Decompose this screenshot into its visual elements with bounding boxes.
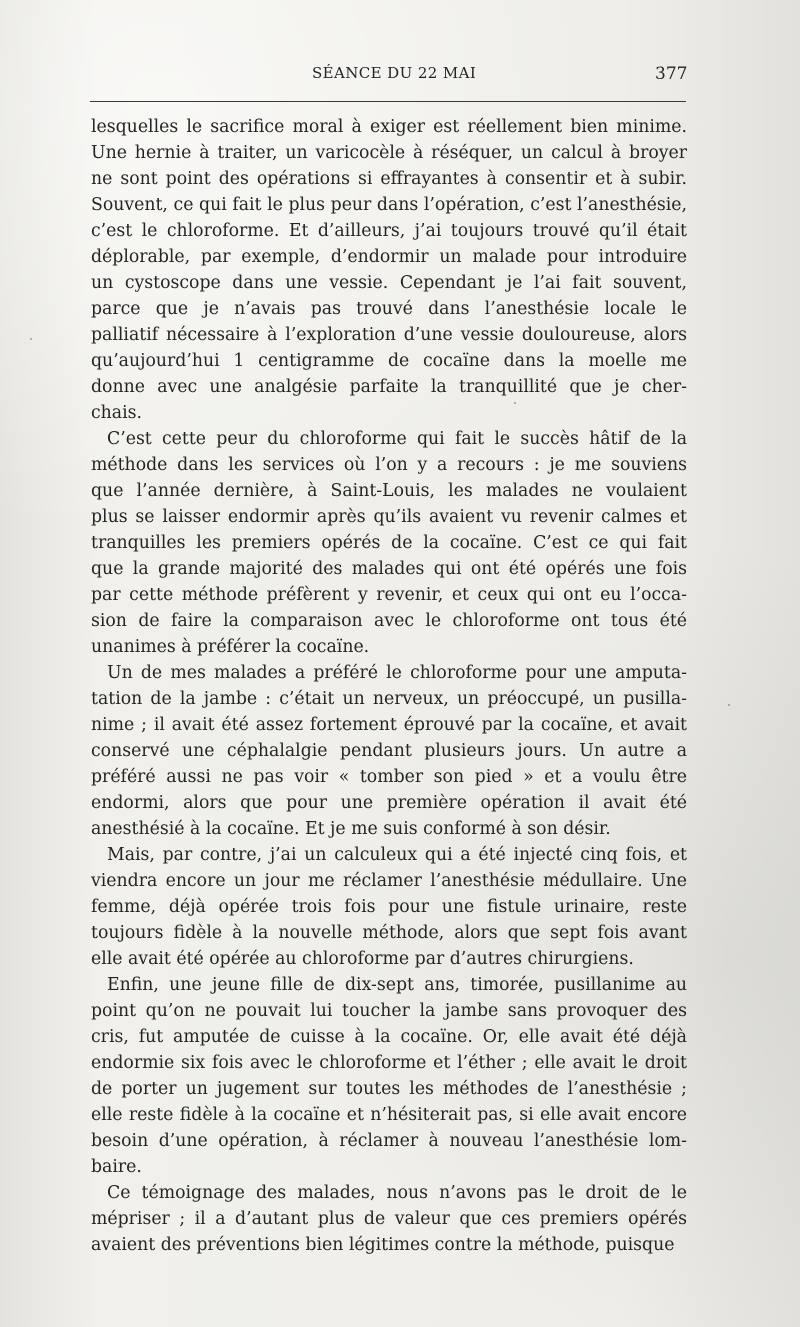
text-line: par cette méthode préfèrent y revenir, et ceux qui ont eu l’occa- (91, 585, 687, 605)
text-line: Souvent, ce qui fait le plus peur dans l’opération, c’est l’anesthésie, (91, 195, 687, 215)
text-line: ne sont point des opérations si effrayantes à consentir et à subir. (91, 169, 687, 189)
paper-speck (728, 704, 730, 706)
text-line: unanimes à préférer la cocaïne. (91, 637, 370, 657)
header-rule (90, 101, 686, 102)
text-line: anesthésié à la cocaïne. Et je me suis conformé à son désir. (91, 819, 611, 839)
text-line: parce que je n’avais pas trouvé dans l’anesthésie locale le (91, 299, 687, 319)
text-line: point qu’on ne pouvait lui toucher la jambe sans provoquer des (91, 1001, 687, 1021)
text-line: conservé une céphalalgie pendant plusieurs jours. Un autre a (91, 741, 687, 761)
text-line: elle reste fidèle à la cocaïne et n’hésiterait pas, si elle avait encore (91, 1105, 687, 1125)
text-line: nime ; il avait été assez fortement éprouvé par la cocaïne, et avait (91, 715, 687, 735)
text-line: plus se laisser endormir après qu’ils avaient vu revenir calmes et (91, 507, 687, 527)
page-header (0, 64, 800, 92)
text-line: sion de faire la comparaison avec le chloroforme ont tous été (91, 611, 687, 631)
text-line: Une hernie à traiter, un varicocèle à réséquer, un calcul à broyer (91, 143, 687, 163)
paper-speck (514, 402, 516, 404)
text-line: donne avec une analgésie parfaite la tranquillité que je cher- (91, 377, 687, 397)
text-line: elle avait été opérée au chloroforme par d’autres chirurgiens. (91, 949, 634, 969)
page-number: 377 (655, 64, 688, 84)
body-text (91, 114, 687, 1258)
text-line: lesquelles le sacrifice moral à exiger est réellement bien minime. (91, 117, 687, 137)
text-line: c’est le chloroforme. Et d’ailleurs, j’ai toujours trouvé qu’il était (91, 221, 687, 241)
text-line: palliatif nécessaire à l’exploration d’une vessie douloureuse, alors (91, 325, 687, 345)
text-line: endormie six fois avec le chloroforme et l’éther ; elle avait le droit (91, 1053, 687, 1073)
text-line: mépriser ; il a d’autant plus de valeur que ces premiers opérés (91, 1209, 687, 1229)
text-line: qu’aujourd’hui 1 centigramme de cocaïne dans la moelle me (91, 351, 687, 371)
text-line: chais. (91, 403, 142, 423)
paragraph-start-line: Enfin, une jeune fille de dix-sept ans, timorée, pusillanime au (107, 975, 687, 995)
text-line: un cystoscope dans une vessie. Cependant je l’ai fait souvent, (91, 273, 687, 293)
text-line: baire. (91, 1157, 142, 1177)
text-line: cris, fut amputée de cuisse à la cocaïne. Or, elle avait été déjà (91, 1027, 687, 1047)
text-line: endormi, alors que pour une première opération il avait été (91, 793, 687, 813)
text-line: femme, déjà opérée trois fois pour une fistule urinaire, reste (91, 897, 687, 917)
paragraph-start-line: C’est cette peur du chloroforme qui fait le succès hâtif de la (107, 429, 687, 449)
text-line: tranquilles les premiers opérés de la cocaïne. C’est ce qui fait (91, 533, 687, 553)
text-line: méthode dans les services où l’on y a recours : je me souviens (91, 455, 687, 475)
text-line: que l’année dernière, à Saint-Louis, les malades ne voulaient (91, 481, 687, 501)
text-line: tation de la jambe : c’était un nerveux, un préoccupé, un pusilla- (91, 689, 687, 709)
text-line: toujours fidèle à la nouvelle méthode, alors que sept fois avant (91, 923, 687, 943)
paragraph-start-line: Ce témoignage des malades, nous n’avons pas le droit de le (107, 1183, 687, 1203)
text-line: besoin d’une opération, à réclamer à nouveau l’anesthésie lom- (91, 1131, 687, 1151)
text-line: que la grande majorité des malades qui ont été opérés une fois (91, 559, 687, 579)
text-line: de porter un jugement sur toutes les méthodes de l’anesthésie ; (91, 1079, 687, 1099)
text-line: viendra encore un jour me réclamer l’anesthésie médullaire. Une (91, 871, 687, 891)
paragraph-start-line: Un de mes malades a préféré le chloroforme pour une amputa- (107, 663, 687, 683)
text-line: avaient des préventions bien légitimes contre la méthode, puisque (91, 1235, 675, 1255)
paragraph-start-line: Mais, par contre, j’ai un calculeux qui a été injecté cinq fois, et (107, 845, 687, 865)
paper-speck (30, 338, 32, 340)
text-line: préféré aussi ne pas voir « tomber son pied » et a voulu être (91, 767, 687, 787)
text-line: déplorable, par exemple, d’endormir un malade pour introduire (91, 247, 687, 267)
running-head: SÉANCE DU 22 MAI (312, 64, 477, 82)
